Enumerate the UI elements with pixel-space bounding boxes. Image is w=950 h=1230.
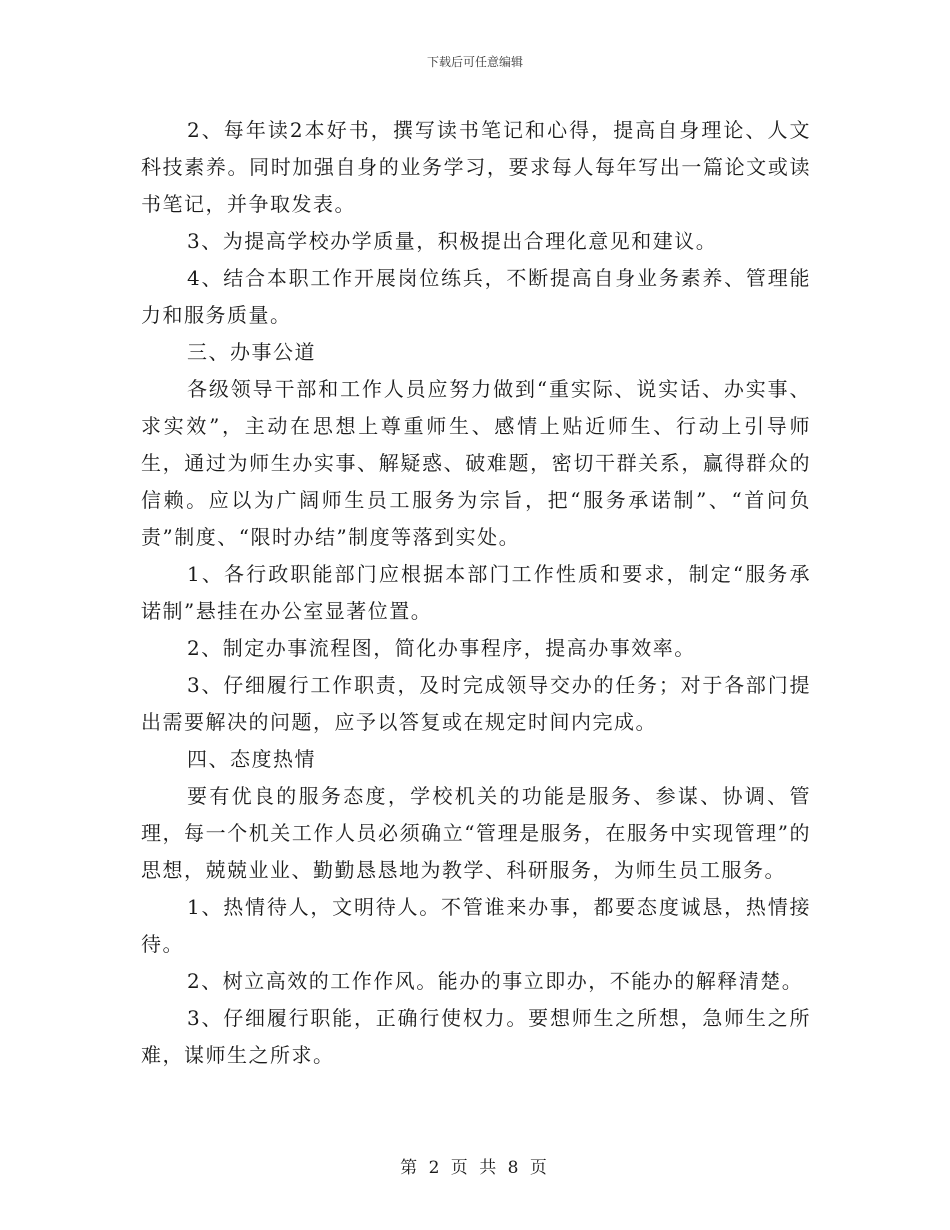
section-heading: 四、态度热情	[187, 747, 316, 771]
paragraph: 4、结合本职工作开展岗位练兵，不断提高自身业务素养、管理能力和服务质量。	[141, 266, 811, 327]
paragraph: 2、树立高效的工作作风。能办的事立即办，不能办的解释清楚。	[187, 969, 804, 993]
paragraph: 2、每年读2本好书，撰写读书笔记和心得，提高自身理论、人文科技素养。同时加强自身的业务学习，要求每人每年写出一篇论文或读书笔记，并争取发表。	[141, 118, 811, 216]
paragraph: 1、热情待人，文明待人。不管谁来办事，都要态度诚恳，热情接待。	[141, 895, 811, 956]
paragraph: 要有优良的服务态度，学校机关的功能是服务、参谋、协调、管理，每一个机关工作人员必须确立“管理是服务，在服务中实现管理”的思想，兢兢业业、勤勤恳恳地为教学、科研服务，为师生员工服务。	[141, 784, 811, 882]
section-heading: 三、办事公道	[187, 340, 316, 364]
document-body	[141, 112, 811, 1074]
paragraph: 各级领导干部和工作人员应努力做到“重实际、说实话、办实事、求实效”，主动在思想上尊重师生、感情上贴近师生、行动上引导师生，通过为师生办实事、解疑惑、破难题，密切干群关系，赢得群众的信赖。应以为广阔师生员工服务为宗旨，把“服务承诺制”、“首问负责”制度、“限时办结”制度等落到实处。	[141, 377, 811, 549]
paragraph: 3、为提高学校办学质量，积极提出合理化意见和建议。	[187, 229, 718, 253]
paragraph: 2、制定办事流程图，简化办事程序，提高办事效率。	[187, 636, 696, 660]
header-note: 下载后可任意编辑	[426, 55, 523, 69]
paragraph: 1、各行政职能部门应根据本部门工作性质和要求，制定“服务承诺制”悬挂在办公室显著位置。	[141, 562, 811, 623]
paragraph: 3、仔细履行工作职责，及时完成领导交办的任务；对于各部门提出需要解决的问题，应予以答复或在规定时间内完成。	[141, 673, 811, 734]
page-number-footer: 第 2 页 共 8 页	[400, 1158, 550, 1178]
paragraph: 3、仔细履行职能，正确行使权力。要想师生之所想，急师生之所难，谋师生之所求。	[141, 1006, 811, 1067]
